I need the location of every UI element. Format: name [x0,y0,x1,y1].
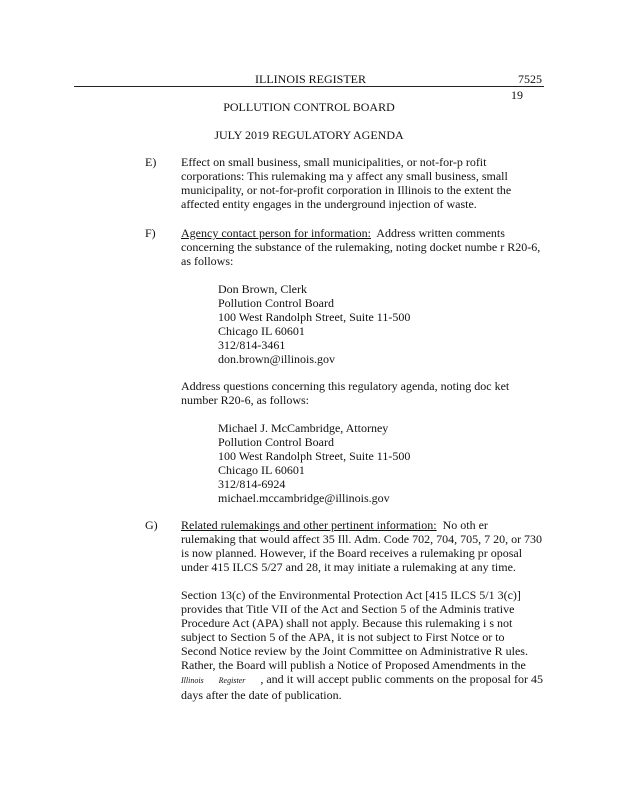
text-line: number R20-6, as follows: [181,393,309,407]
register-italic: Register [218,676,246,685]
text-line: municipality, or not-for-profit corporation in Illinois to the extent the [181,183,512,197]
section-f-letter: F) [145,226,156,240]
text-line: corporations: This rulemaking ma y affect any small business, small [181,169,508,183]
contact-street: 100 West Randolph Street, Suite 11-500 [218,449,411,463]
text-line: provides that Title VII of the Act and Section 5 of the Adminis trative [181,602,515,616]
agenda-title: JULY 2019 REGULATORY AGENDA [214,128,404,142]
section-f-line1-rest: Address written comments [370,226,505,240]
section-e-letter: E) [145,155,157,169]
section-f-heading: Agency contact person for information: [181,226,371,240]
text-line: as follows: [181,254,234,268]
text-line [181,518,546,532]
text-line: is now planned. However, if the Board receives a rulemaking pr oposal [181,546,523,560]
contact-org: Pollution Control Board [218,296,335,310]
contact-org: Pollution Control Board [218,435,335,449]
text-line: Section 13(c) of the Environmental Protection Act [415 ILCS 5/1 3(c)] [181,588,521,602]
register-title: ILLINOIS REGISTER [255,72,366,86]
text-line: Second Notice review by the Joint Committee on Administrative R ules. [181,644,528,658]
contact-city: Chicago IL 60601 [218,463,305,477]
text-line: Procedure Act (APA) shall not apply. Because this rulemaking i s not [181,616,513,630]
agency-name: POLLUTION CONTROL BOARD [223,100,395,114]
text-line: rulemaking that would affect 35 Ill. Adm. Code 702, 704, 705, 7 20, or 730 [181,532,543,546]
text-line: days after the date of publication. [181,688,342,702]
contact-name: Michael J. McCambridge, Attorney [218,421,389,435]
contact-city: Chicago IL 60601 [218,324,305,338]
section-e-text [181,155,546,211]
section-g-text [181,518,546,574]
contact-phone: 312/814-3461 [218,338,286,352]
contact-name: Don Brown, Clerk [218,282,307,296]
section-g-line1-rest: No oth er [436,518,488,532]
header-rule [74,86,544,87]
section-f-text [181,226,546,268]
issue-number: 19 [511,88,523,102]
text-line: subject to Section 5 of the APA, it is not subject to First Notce or to [181,630,505,644]
illinois-italic: Illinois [181,676,204,685]
contact-email: don.brown@illinois.gov [218,352,336,366]
contact-street: 100 West Randolph Street, Suite 11-500 [218,310,411,324]
text-line: concerning the substance of the rulemaking, noting docket numbe r R20-6, [181,240,541,254]
questions-text [181,379,546,407]
volume-number: 7525 [518,72,542,86]
text-line [181,672,546,688]
text-line: affected entity engages in the underground injection of waste. [181,197,477,211]
contact-block-clerk [218,282,410,366]
contact-phone: 312/814-6924 [218,477,286,491]
text-line: Effect on small business, small municipalities, or not-for-p rofit [181,155,487,169]
contact-email: michael.mccambridge@illinois.gov [218,491,390,505]
section-g-letter: G) [145,518,158,532]
text-line [181,226,546,240]
section-g-paragraph-2 [181,588,546,702]
section-g-heading: Related rulemakings and other pertinent information: [181,518,437,532]
text-line: Rather, the Board will publish a Notice of Proposed Amendments in the [181,658,526,672]
last-line-rest: , and it will accept public comments on the proposal for 45 [260,672,543,686]
text-line: under 415 ILCS 5/27 and 28, it may initiate a rulemaking at any time. [181,560,516,574]
text-line: Address questions concerning this regulatory agenda, noting doc ket [181,379,510,393]
contact-block-attorney [218,421,410,505]
